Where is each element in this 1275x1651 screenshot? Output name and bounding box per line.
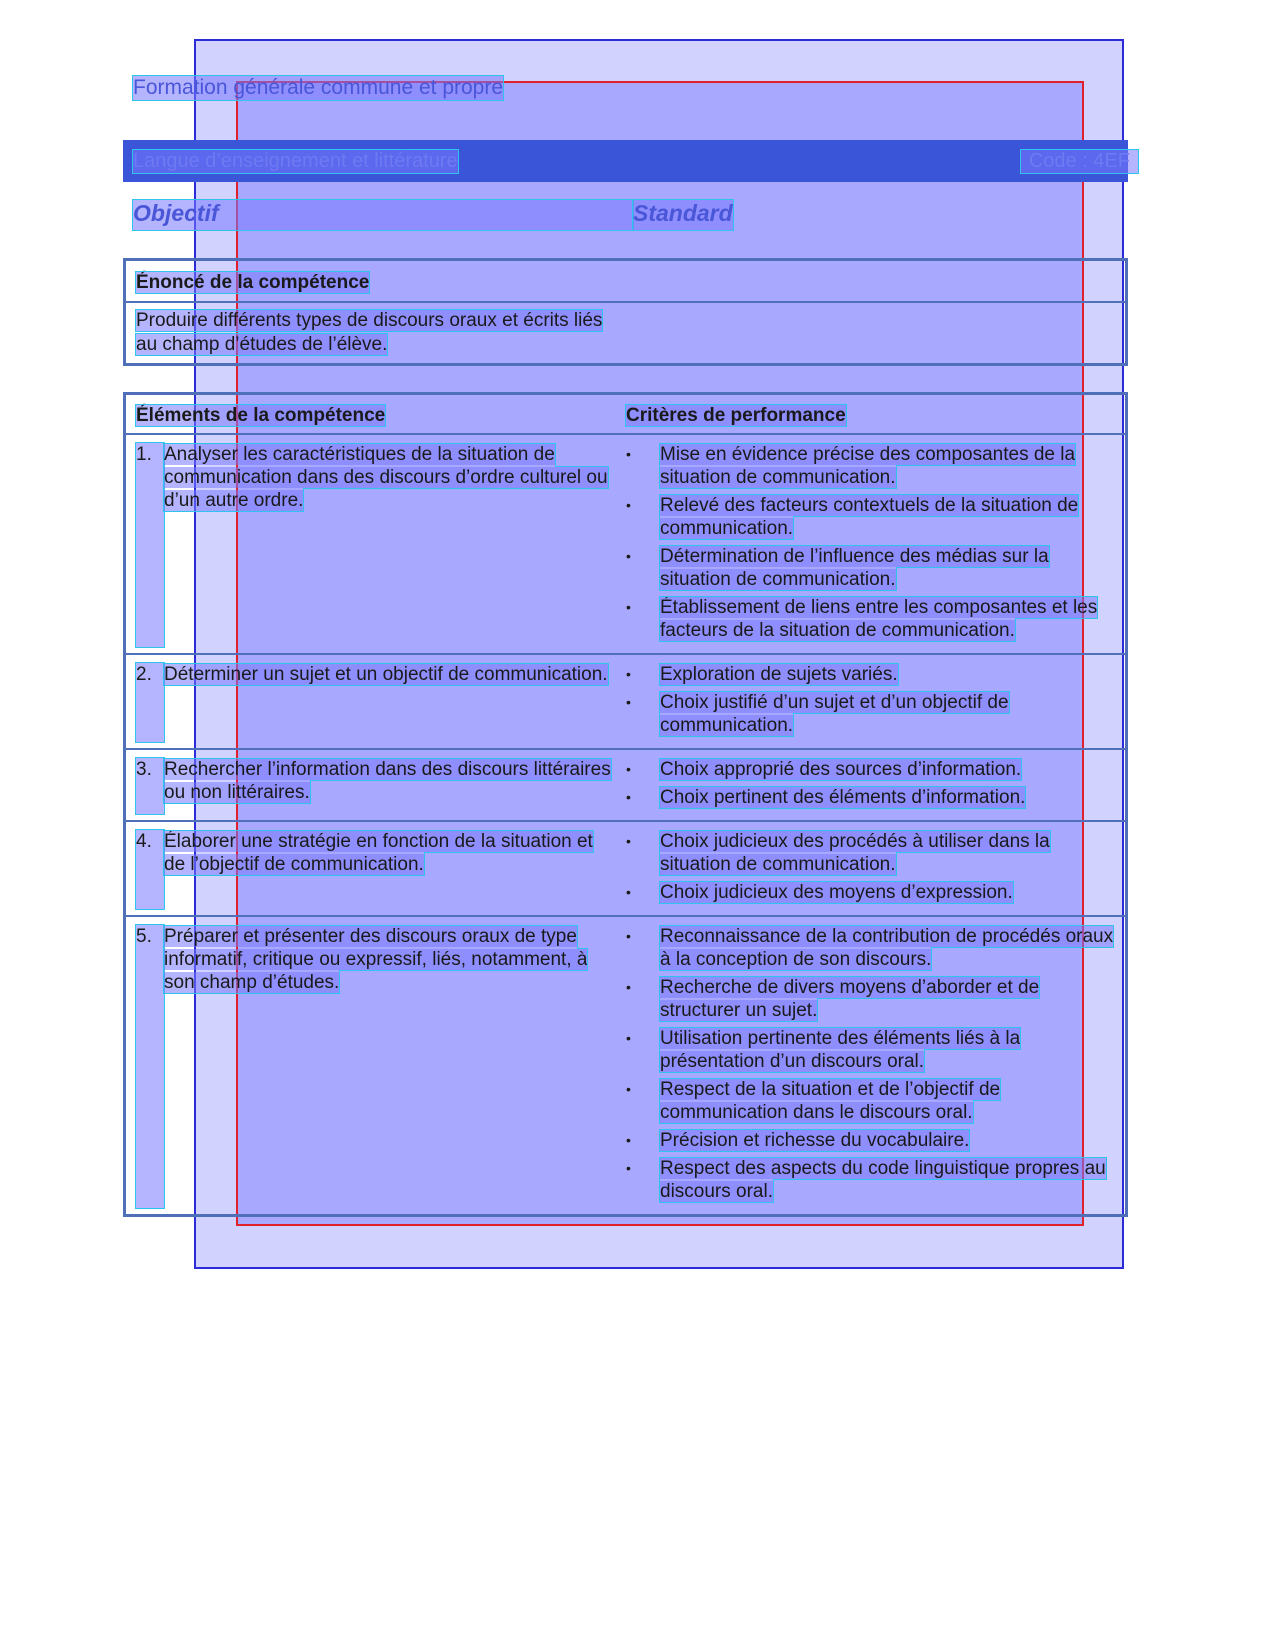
standard-heading: Standard (633, 200, 733, 230)
criterion-text: Choix approprié des sources d’information. (660, 759, 1022, 780)
elements-table (123, 392, 1128, 1217)
list-item (626, 881, 1115, 904)
list-item (626, 494, 1115, 540)
criterion-text: Mise en évidence précise des composantes de la situation de communication. (660, 444, 1076, 488)
table-row (126, 653, 1125, 748)
criterion-text: Choix pertinent des éléments d’information. (660, 787, 1026, 808)
bullet-icon: • (626, 833, 631, 849)
list-item (626, 443, 1115, 489)
criteria-cell (626, 830, 1115, 909)
element-cell (136, 925, 626, 1208)
list-item (626, 830, 1115, 876)
criterion-text: Choix justifié d’un sujet et d’un objectif de communication. (660, 692, 1009, 736)
criterion-text: Relevé des facteurs contextuels de la situation de communication. (660, 495, 1079, 539)
discipline-band (123, 140, 1128, 182)
list-item (626, 925, 1115, 971)
document-page (123, 70, 1128, 1217)
enonce-text-row (126, 301, 1125, 363)
element-text: Préparer et présenter des discours oraux de type informatif, critique ou expressif, liés, notamment, à son champ d’études. (164, 926, 588, 993)
criterion-text: Respect de la situation et de l’objectif de communication dans le discours oral. (660, 1079, 1001, 1123)
discipline-label: Langue d’enseignement et littérature (133, 149, 458, 172)
list-item (626, 1129, 1115, 1152)
list-item (626, 691, 1115, 737)
course-code: Code : 4EF (1021, 150, 1138, 173)
column-headings (123, 200, 1128, 230)
element-number: 5. (136, 925, 164, 1208)
objectif-heading: Objectif (133, 200, 633, 230)
list-item (626, 545, 1115, 591)
criterion-text: Exploration de sujets variés. (660, 664, 898, 685)
bullet-icon: • (626, 1160, 631, 1176)
list-item (626, 1027, 1115, 1073)
criteria-cell (626, 663, 1115, 742)
bullet-icon: • (626, 599, 631, 615)
enonce-text: Produire différents types de discours oraux et écrits liés au champ d’études de l’élève. (136, 310, 603, 355)
elements-heading: Éléments de la compétence (136, 405, 386, 426)
element-number: 2. (136, 663, 164, 742)
bullet-icon: • (626, 1081, 631, 1097)
enonce-heading: Énoncé de la compétence (136, 272, 370, 293)
table-row (126, 748, 1125, 820)
list-item (626, 1157, 1115, 1203)
list-item (626, 758, 1115, 781)
enonce-header-row (126, 261, 1125, 301)
element-cell (136, 443, 626, 647)
element-text: Rechercher l’information dans des discours littéraires ou non littéraires. (164, 759, 611, 803)
list-item (626, 1078, 1115, 1124)
bullet-icon: • (626, 789, 631, 805)
bullet-icon: • (626, 548, 631, 564)
bullet-icon: • (626, 1030, 631, 1046)
criterion-text: Choix judicieux des moyens d’expression. (660, 882, 1013, 903)
bullet-icon: • (626, 884, 631, 900)
bullet-icon: • (626, 928, 631, 944)
table-row (126, 915, 1125, 1214)
elements-header-row (126, 395, 1125, 433)
bullet-icon: • (626, 694, 631, 710)
criteria-cell (626, 758, 1115, 814)
criterion-text: Établissement de liens entre les composantes et les facteurs de la situation de communication. (660, 597, 1098, 641)
element-cell (136, 663, 626, 742)
criterion-text: Détermination de l’influence des médias sur la situation de communication. (660, 546, 1049, 590)
element-text: Déterminer un sujet et un objectif de communication. (164, 664, 608, 685)
list-item (626, 976, 1115, 1022)
bullet-icon: • (626, 666, 631, 682)
element-cell (136, 758, 626, 814)
enonce-box (123, 258, 1128, 366)
criterion-text: Respect des aspects du code linguistique propres au discours oral. (660, 1158, 1106, 1202)
list-item (626, 786, 1115, 809)
list-item (626, 663, 1115, 686)
criteres-heading: Critères de performance (626, 405, 846, 426)
bullet-icon: • (626, 979, 631, 995)
criterion-text: Recherche de divers moyens d’aborder et de structurer un sujet. (660, 977, 1040, 1021)
element-text: Analyser les caractéristiques de la situation de communication dans des discours d’ordre culturel ou d’un autre ordre. (164, 444, 608, 511)
element-number: 1. (136, 443, 164, 647)
element-cell (136, 830, 626, 909)
element-number: 3. (136, 758, 164, 814)
bullet-icon: • (626, 1132, 631, 1148)
criterion-text: Reconnaissance de la contribution de procédés oraux à la conception de son discours. (660, 926, 1114, 970)
table-row (126, 433, 1125, 653)
bullet-icon: • (626, 497, 631, 513)
list-item (626, 596, 1115, 642)
element-text: Élaborer une stratégie en fonction de la situation et de l’objectif de communication. (164, 831, 593, 875)
criterion-text: Choix judicieux des procédés à utiliser dans la situation de communication. (660, 831, 1050, 875)
page-title: Formation générale commune et propre (133, 76, 504, 99)
table-row (126, 820, 1125, 915)
element-number: 4. (136, 830, 164, 909)
criterion-text: Précision et richesse du vocabulaire. (660, 1130, 970, 1151)
criteria-cell (626, 925, 1115, 1208)
criteria-cell (626, 443, 1115, 647)
bullet-icon: • (626, 761, 631, 777)
bullet-icon: • (626, 446, 631, 462)
criterion-text: Utilisation pertinente des éléments liés à la présentation d’un discours oral. (660, 1028, 1021, 1072)
